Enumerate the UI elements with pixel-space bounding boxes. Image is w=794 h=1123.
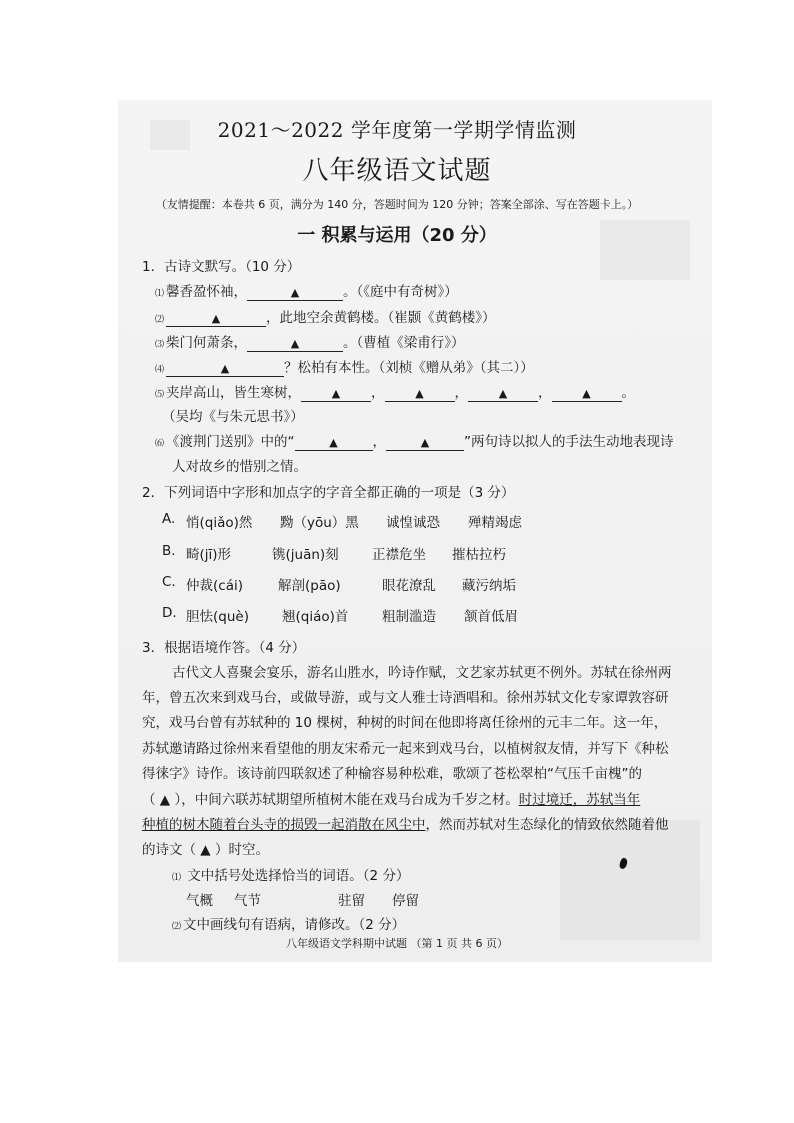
answer-mark: ▲ [331,387,341,400]
section-title: 一 积累与运用（20 分） [297,225,497,246]
item-text: 。 [621,385,636,401]
option-word: 诚惶诚恐 [386,515,440,531]
answer-mark: ▲ [329,436,338,449]
item-text: 夹岸高山，皆生寒树， [166,385,302,401]
option-label: C. [162,574,176,590]
item-number: ⑸ [155,390,165,400]
item-text: 馨香盈怀袖， [166,284,248,300]
option-word: 殚精竭虑 [468,515,522,531]
passage-line: 究，戏马台曾有苏轼种的 10 棵树，种树的时间在他即将离任徐州的元丰二年。这一年， [142,715,668,731]
answer-blank[interactable] [386,436,464,451]
answer-mark: ▲ [220,362,230,375]
choice-word: 气概 [186,893,213,909]
item-number: ⑶ [155,340,165,350]
item-text: ， [454,385,469,401]
q2-stem: 2．下列词语中字形和加点字的字音全都正确的一项是（3 分） [142,485,515,501]
option-word: 颔首低眉 [464,609,518,625]
passage-line [142,788,640,808]
option-label: B. [162,543,176,559]
passage-line: 古代文人喜聚会宴乐，游名山胜水，吟诗作赋，文艺家苏轼更不例外。苏轼在徐州两 [172,665,672,681]
option-label: D. [162,605,177,621]
exam-notice: （友情提醒：本卷共 6 页，满分为 140 分，答题时间为 120 分钟；答案全部涂、写在答题卡上。） [155,198,639,211]
q1-stem: 1．古诗文默写。（10 分） [142,259,301,275]
bleed-through-block [560,820,700,940]
item-text: 文中画线句有语病，请修改。（2 分） [183,917,406,933]
underlined-sentence: 时过境迁，苏轼当年 [518,792,641,808]
option-word: 胆怯(què) [186,609,249,625]
underlined-sentence: 种植的树木随着台头寺的损毁一起消散在风尘中 [142,817,426,833]
answer-blank[interactable] [468,387,538,402]
choice-word: 停留 [392,893,419,909]
q1-item-5-source: （吴均《与朱元思书》） [162,409,304,425]
page-footer: 八年级语文学科期中试题 （第 1 页 共 6 页） [286,937,508,950]
q3-sub1 [172,864,409,884]
item-text: 柴门何萧条， [166,335,248,351]
passage-line [142,813,669,833]
option-word: 黝（yōu）黑 [280,515,359,531]
item-number: ⑹ [155,439,165,449]
passage-text: ，然而苏轼对生态绿化的情致依然随着他 [425,817,669,833]
answer-mark: ▲ [415,387,424,400]
answer-mark: ▲ [498,387,508,400]
item-text: ？松柏有本性。（刘桢《赠从弟》（其二）） [284,360,534,376]
q1-item-6-cont: 人对故乡的惜别之情。 [172,459,307,475]
q3-stem: 3．根据语境作答。（4 分） [142,640,306,656]
item-text: 。（曹植《梁甫行》） [343,335,465,351]
answer-blank[interactable] [301,387,371,402]
answer-blank[interactable] [295,436,373,451]
option-word: 摧枯拉朽 [452,547,506,563]
q3-sub2 [172,913,405,933]
answer-mark: ▲ [211,312,221,325]
item-text: ”两句诗以拟人的手法生动地表现诗 [464,434,674,450]
answer-blank[interactable] [385,387,455,402]
answer-mark: ▲ [290,337,300,350]
item-text: ， [372,434,387,450]
q1-item-2 [155,306,496,327]
item-text: ，此地空余黄鹤楼。（崔颢《黄鹤楼》） [266,310,496,326]
item-number: ⑴ [155,289,165,299]
answer-blank[interactable] [166,312,266,327]
answer-mark: ▲ [420,436,430,449]
item-text: 文中括号处选择恰当的词语。（2 分） [187,868,410,884]
item-number: ⑴ [172,873,182,883]
option-word: 解剖(pāo) [278,578,341,594]
term-title: 2021～2022 学年度第一学期学情监测 [217,118,577,142]
exam-title: 八年级语文试题 [302,156,492,186]
item-text: ， [371,385,385,401]
option-word: 藏污纳垢 [462,578,516,594]
answer-blank[interactable] [552,387,622,402]
option-word: 仲裁(cái) [186,578,243,594]
passage-line: 苏轼邀请路过徐州来看望他的朋友宋希元一起来到戏马台，以植树叙友情，并写下《种松 [142,741,669,757]
q1-item-5 [155,381,635,402]
passage-text: （ ▲ ），中间六联苏轼期望所植树木能在戏马台成为千岁之材。 [142,792,519,808]
item-text: 《渡荆门送别》中的“ [166,434,295,450]
item-number: ⑵ [155,315,165,325]
answer-blank[interactable] [166,362,284,377]
item-text: ， [538,385,552,401]
option-word: 眼花潦乱 [382,578,436,594]
q1-item-6 [155,430,674,451]
passage-line: 得徕字》诗作。该诗前四联叙述了种榆容易种松难，歌颂了苍松翠柏“气压千亩槐”的 [142,766,642,782]
q1-item-4 [155,356,534,377]
item-number: ⑷ [155,365,165,375]
option-label: A. [162,511,176,527]
passage-line: 年，曾五次来到戏马台，或做导游，或与文人雅士诗酒唱和。徐州苏轼文化专家谭敦容研 [142,690,669,706]
answer-blank[interactable] [247,337,343,352]
choice-word: 气节 [234,893,261,909]
answer-mark: ▲ [582,387,591,400]
option-word: 镌(juān)刻 [272,547,339,563]
answer-blank[interactable] [247,286,343,301]
option-word: 正襟危坐 [372,547,426,563]
q1-item-3 [155,331,465,352]
passage-line: 的诗文（ ▲ ）时空。 [142,842,269,858]
choice-word: 驻留 [338,893,365,909]
item-number: ⑵ [172,922,182,932]
option-word: 粗制滥造 [382,609,436,625]
answer-mark: ▲ [290,286,300,299]
q1-item-1 [155,280,458,301]
option-word: 畸(jī)形 [186,547,232,563]
option-word: 翘(qiáo)首 [282,609,349,625]
option-word: 悄(qiǎo)然 [186,515,253,531]
item-text: 。（《庭中有奇树》） [343,284,458,300]
